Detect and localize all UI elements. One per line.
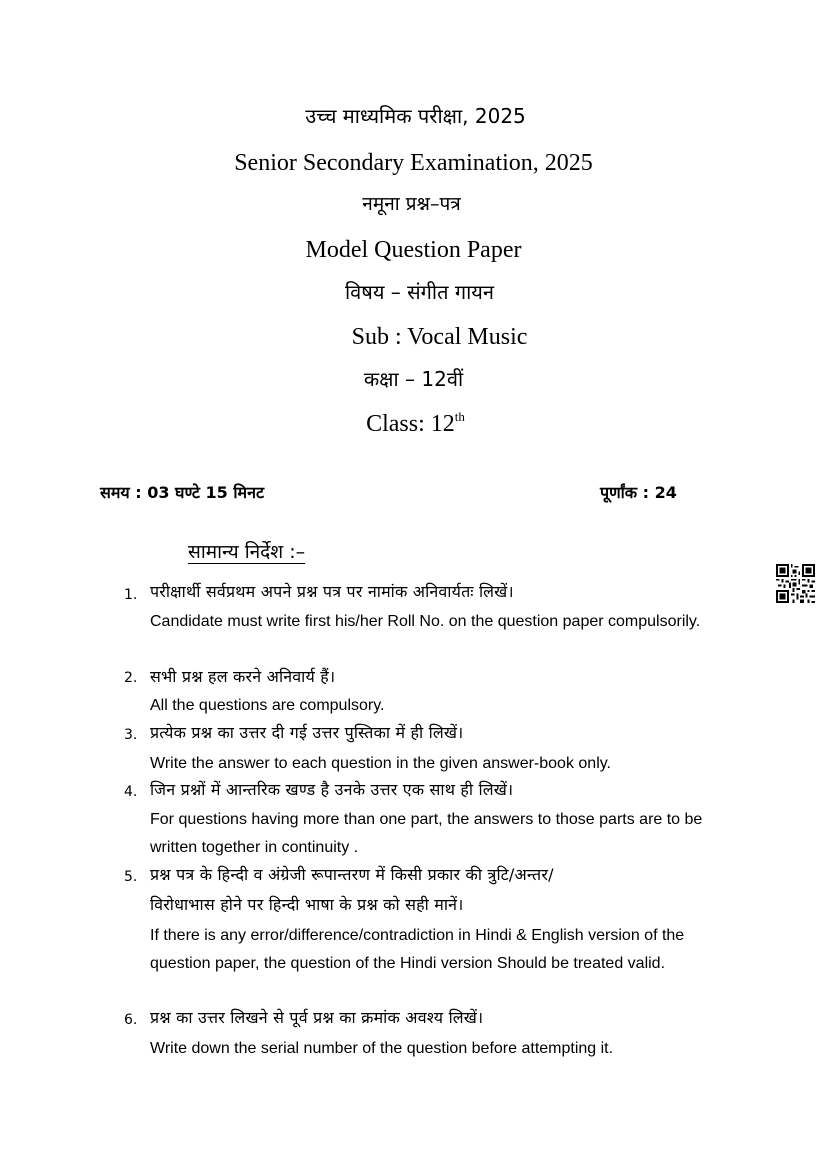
- instruction-english-text: For questions having more than one part, the answers to those parts are to be written together in continuity .: [150, 811, 703, 856]
- instruction-hindi-text-line-2: विरोधाभास होने पर हिन्दी भाषा के प्रश्न को सही मानें।: [150, 895, 464, 914]
- english-class-superscript: th: [454, 409, 465, 424]
- general-instructions-heading: सामान्य निर्देश :–: [188, 541, 306, 563]
- hindi-subject: विषय – संगीत गायन: [344, 280, 495, 304]
- instruction-number: 5.: [124, 869, 138, 885]
- instruction-english-text: All the questions are compulsory.: [150, 697, 385, 714]
- instruction-number: 1.: [124, 587, 138, 603]
- instruction-english-text: Candidate must write first his/her Roll No. on the question paper compulsorily.: [150, 613, 701, 630]
- instruction-number: 2.: [124, 670, 138, 686]
- total-marks: पूर्णांक : 24: [600, 483, 677, 502]
- english-class-text: Class: 12: [366, 411, 455, 437]
- instruction-hindi-text: सभी प्रश्न हल करने अनिवार्य हैं।: [150, 667, 336, 686]
- hindi-model-paper-label: नमूना प्रश्न–पत्र: [362, 193, 461, 215]
- exam-duration: समय : 03 घण्टे 15 मिनट: [100, 483, 265, 502]
- instruction-number: 4.: [124, 784, 138, 800]
- instruction-number: 3.: [124, 727, 138, 743]
- english-exam-title: Senior Secondary Examination, 2025: [234, 150, 593, 176]
- instruction-number: 6.: [124, 1012, 138, 1028]
- instruction-hindi-text: प्रश्न पत्र के हिन्दी व अंग्रेजी रूपान्तरण में किसी प्रकार की त्रुटि/अन्तर/: [150, 865, 554, 884]
- instruction-english-text: If there is any error/difference/contradiction in Hindi & English version of the question paper, the question of the Hindi version Should be treated valid.: [150, 927, 685, 972]
- instruction-hindi-text: जिन प्रश्नों में आन्तरिक खण्ड है उनके उत्तर एक साथ ही लिखें।: [150, 780, 514, 799]
- hindi-class: कक्षा – 12वीं: [363, 367, 464, 391]
- instruction-english-text: Write down the serial number of the question before attempting it.: [150, 1040, 614, 1057]
- instruction-english-text: Write the answer to each question in the given answer-book only.: [150, 755, 611, 772]
- english-subject: Sub : Vocal Music: [351, 324, 528, 350]
- english-model-paper-label: Model Question Paper: [305, 237, 522, 263]
- qr-code-icon: [776, 564, 815, 603]
- instruction-hindi-text: परीक्षार्थी सर्वप्रथम अपने प्रश्न पत्र पर नामांक अनिवार्यतः लिखें।: [150, 582, 514, 601]
- english-class: [2, 409, 827, 437]
- instruction-hindi-text: प्रश्न का उत्तर लिखने से पूर्व प्रश्न का क्रमांक अवश्य लिखें।: [150, 1008, 484, 1027]
- hindi-exam-title: उच्च माध्यमिक परीक्षा, 2025: [305, 104, 526, 128]
- instruction-hindi-text: प्रत्येक प्रश्न का उत्तर दी गई उत्तर पुस्तिका में ही लिखें।: [150, 723, 464, 742]
